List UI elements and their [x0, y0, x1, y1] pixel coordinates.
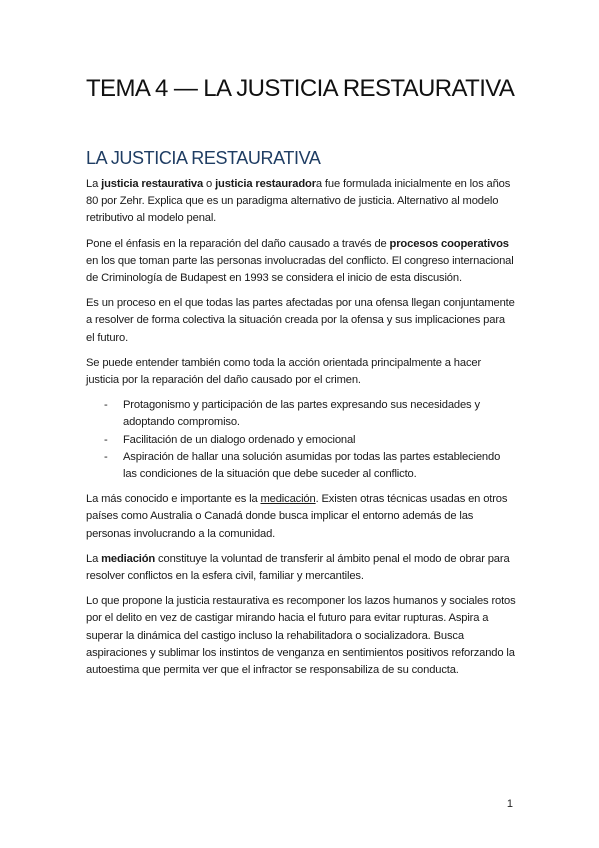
list-item: - Facilitación de un dialogo ordenado y emocional	[86, 432, 516, 449]
list-item: - Aspiración de hallar una solución asumidas por todas las partes estableciendo las condiciones de la situación que debe suceder al conflicto.	[104, 450, 501, 481]
paragraph-cooperative-processes: Pone el énfasis en la reparación del daño causado a través de procesos cooperativos en los que toman parte las personas involucradas del conflicto. El congreso internacional de Criminología de Budapest en 1993 se considera el inicio de esta discusión.	[86, 237, 514, 285]
underlined-term: medicación	[260, 493, 316, 506]
list-dash: -	[104, 450, 108, 463]
list-dash: -	[104, 433, 108, 446]
list-dash: -	[104, 399, 108, 412]
paragraph-proposal: Lo que propone la justicia restaurativa es recomponer los lazos humanos y sociales rotos por el delito en vez de castigar mirando hacia el futuro para evitar rupturas. Aspira a superar la dinámica del castigo incluso la rehabilitadora o socializadora. Busca aspiraciones y sublimar los instintos de venganza en sentimientos positivos reforzando la autoestima que permita ver que el infractor se responsabiliza de su conducta.	[86, 595, 516, 677]
section-heading: LA JUSTICIA RESTAURATIVA	[86, 148, 321, 168]
document-title: TEMA 4 — LA JUSTICIA RESTAURATIVA	[86, 75, 515, 102]
paragraph-mediation: La mediación constituye la voluntad de transferir al ámbito penal el modo de obrar para resolver conflictos en la esfera civil, familiar y mercantiles.	[86, 552, 510, 583]
paragraph-techniques: La más conocido e importante es la medicación. Existen otras técnicas usadas en otros países como Australia o Canadá donde busca implicar el entorno además de las personas involucrando a la comunidad.	[86, 493, 508, 540]
document-body	[86, 176, 516, 687]
paragraph-understanding: Se puede entender también como toda la acción orientada principalmente a hacer justicia por la reparación del daño causado por el crimen.	[86, 356, 482, 387]
list-item: - Protagonismo y participación de las partes expresando sus necesidades y adoptando compromiso.	[104, 399, 480, 429]
paragraph-process: Es un proceso en el que todas las partes afectadas por una ofensa llegan conjuntamente a resolver de forma colectiva la situación creada por la ofensa y sus implicaciones para el futuro.	[86, 297, 515, 344]
page-number: 1	[506, 798, 513, 810]
characteristics-list	[86, 397, 516, 483]
paragraph-definition: La justicia restaurativa o justicia restauradora fue formulada inicialmente en los años 80 por Zehr. Explica que es un paradigma alternativo de justicia. Alternativo al modelo retributivo al modelo penal.	[86, 178, 511, 225]
